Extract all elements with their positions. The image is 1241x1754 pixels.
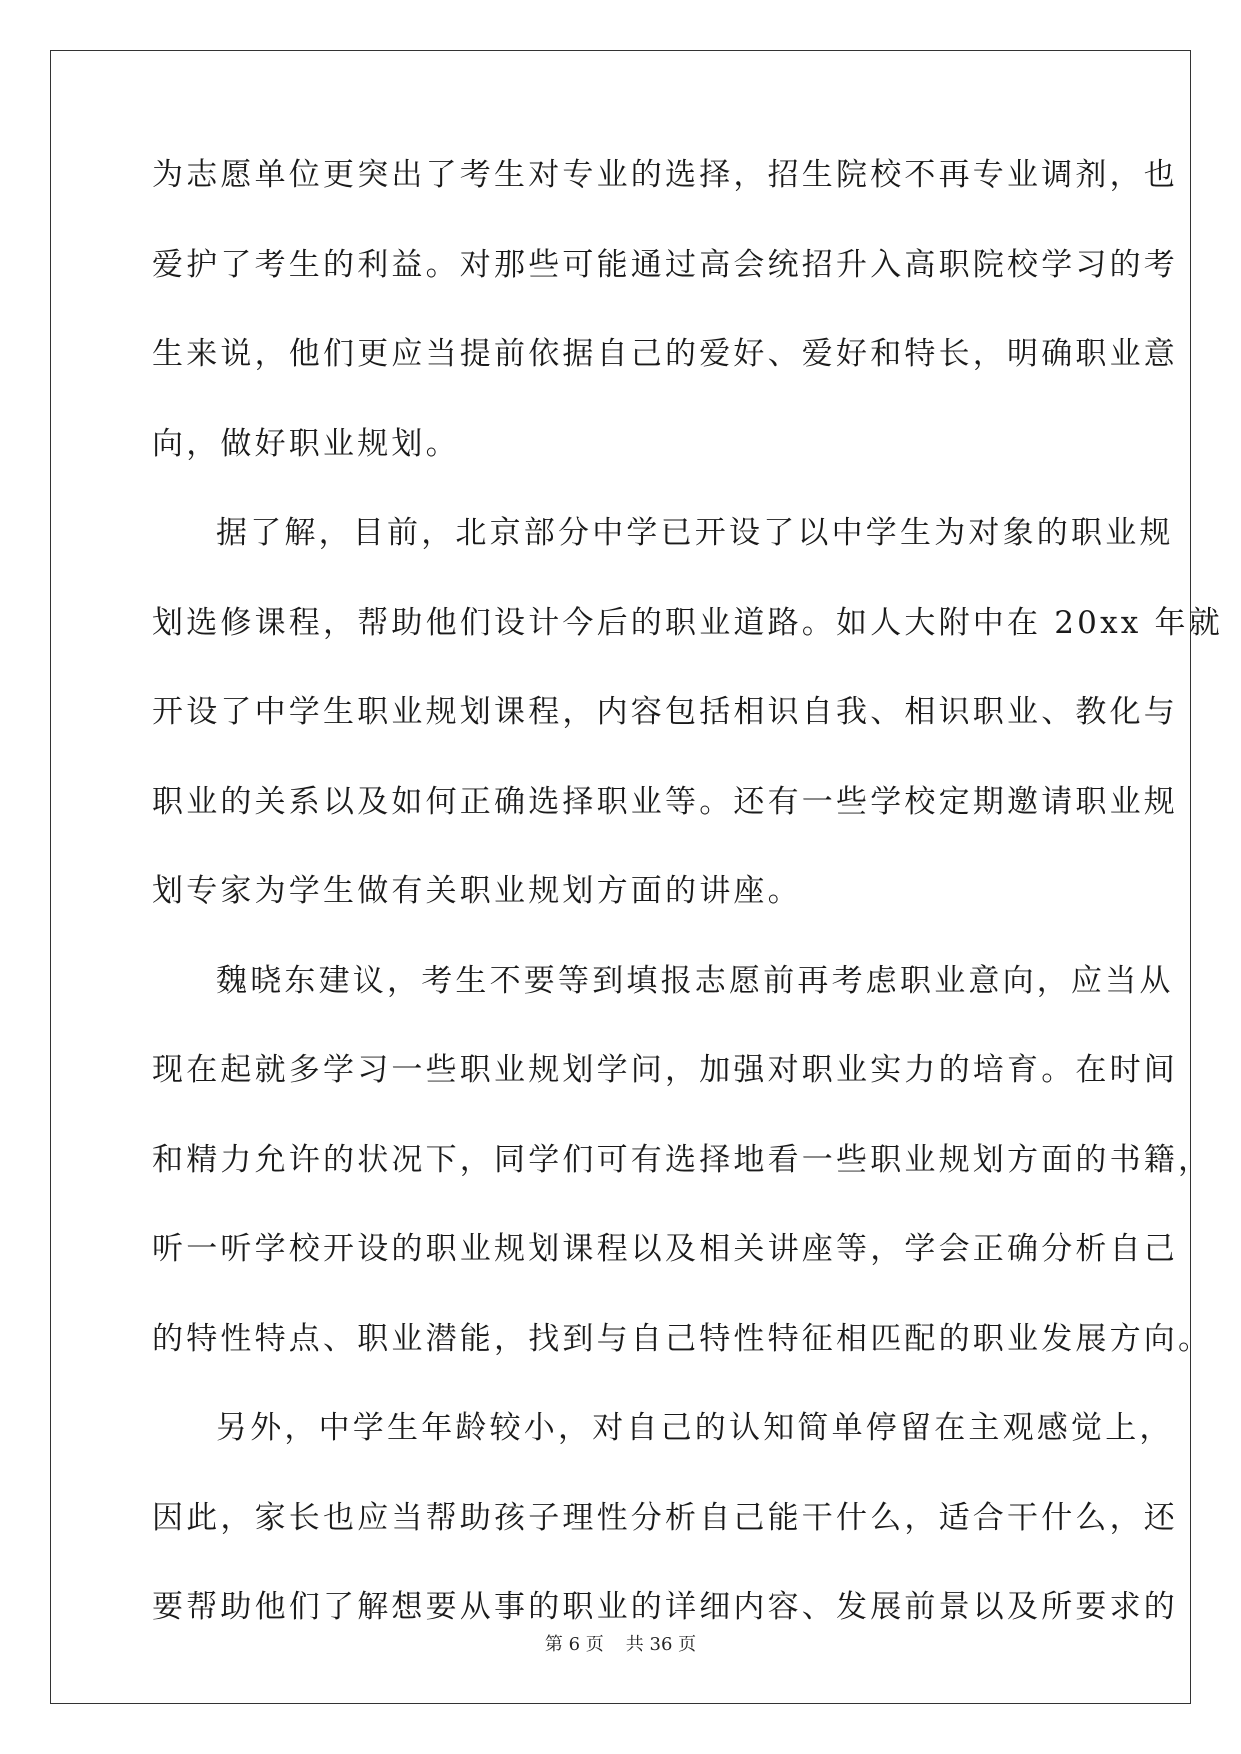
text-line: 现在起就多学习一些职业规划学问，加强对职业实力的培育。在时间 xyxy=(152,1052,1178,1088)
text-line: 因此，家长也应当帮助孩子理性分析自己能干什么，适合干什么，还 xyxy=(152,1499,1178,1536)
text-line: 要帮助他们了解想要从事的职业的详细内容、发展前景以及所要求的 xyxy=(152,1589,1178,1625)
text-line: 划专家为学生做有关职业规划方面的讲座。 xyxy=(152,873,802,909)
page-total: 共 36 页 xyxy=(625,1634,697,1655)
text-line: 开设了中学生职业规划课程，内容包括相识自我、相识职业、教化与 xyxy=(152,694,1178,730)
text-line: 和精力允许的状况下，同学们可有选择地看一些职业规划方面的书籍， xyxy=(152,1141,1213,1178)
paragraph-first-line: 另外，中学生年龄较小，对自己的认知简单停留在主观感觉上， xyxy=(216,1410,1174,1446)
document-body xyxy=(152,157,1223,1682)
paragraph-first-line: 据了解，目前，北京部分中学已开设了以中学生为对象的职业规 xyxy=(216,515,1174,551)
text-line: 生来说，他们更应当提前依据自己的爱好、爱好和特长，明确职业意 xyxy=(152,336,1178,372)
page-number: 第 6 页 xyxy=(544,1634,604,1655)
text-line: 的特性特点、职业潜能，找到与自己特性特征相匹配的职业发展方向。 xyxy=(152,1320,1213,1357)
text-line: 向，做好职业规划。 xyxy=(152,425,460,462)
text-line: 为志愿单位更突出了考生对专业的选择，招生院校不再专业调剂，也 xyxy=(152,157,1178,193)
text-line: 爱护了考生的利益。对那些可能通过高会统招升入高职院校学习的考 xyxy=(152,246,1178,283)
text-line: 听一听学校开设的职业规划课程以及相关讲座等，学会正确分析自己 xyxy=(152,1231,1178,1267)
text-line: 职业的关系以及如何正确选择职业等。还有一些学校定期邀请职业规 xyxy=(152,783,1178,820)
text-line: 划选修课程，帮助他们设计今后的职业道路。如人大附中在 20xx 年就 xyxy=(152,604,1223,641)
page-footer xyxy=(0,1636,1241,1654)
paragraph-first-line: 魏晓东建议，考生不要等到填报志愿前再考虑职业意向，应当从 xyxy=(216,962,1174,999)
